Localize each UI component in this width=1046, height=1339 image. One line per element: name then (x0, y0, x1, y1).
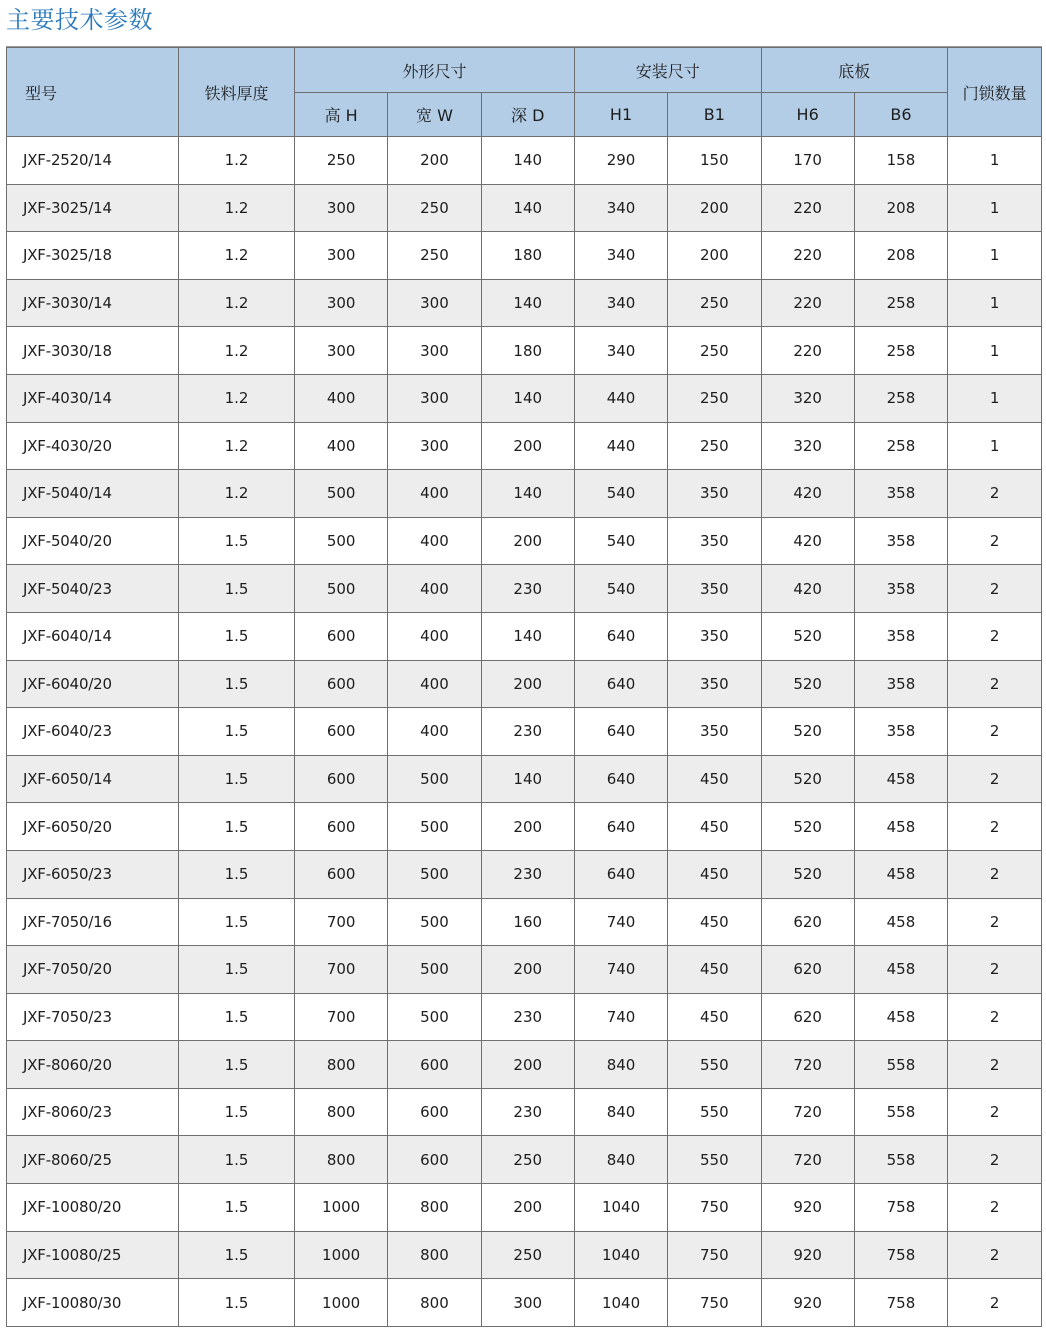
cell-b6: 458 (854, 898, 947, 946)
cell-h6: 420 (761, 565, 854, 613)
cell-h1: 540 (574, 470, 667, 518)
cell-depth: 200 (481, 422, 574, 470)
cell-depth: 230 (481, 993, 574, 1041)
cell-b6: 758 (854, 1279, 947, 1327)
cell-height: 700 (295, 946, 388, 994)
cell-b1: 550 (668, 1041, 761, 1089)
cell-h6: 520 (761, 755, 854, 803)
cell-lock-count: 2 (948, 1279, 1042, 1327)
cell-b6: 358 (854, 517, 947, 565)
cell-lock-count: 2 (948, 1041, 1042, 1089)
cell-height: 250 (295, 137, 388, 185)
cell-h6: 520 (761, 660, 854, 708)
table-row (7, 1136, 1042, 1184)
cell-lock-count: 2 (948, 660, 1042, 708)
cell-thickness: 1.5 (179, 565, 295, 613)
cell-width: 500 (388, 803, 481, 851)
table-row (7, 137, 1042, 185)
cell-b1: 750 (668, 1184, 761, 1232)
cell-model: JXF-6050/14 (7, 755, 179, 803)
cell-h6: 520 (761, 803, 854, 851)
cell-b1: 250 (668, 374, 761, 422)
cell-height: 1000 (295, 1184, 388, 1232)
cell-thickness: 1.5 (179, 1088, 295, 1136)
cell-b6: 458 (854, 850, 947, 898)
cell-thickness: 1.5 (179, 755, 295, 803)
cell-model: JXF-4030/14 (7, 374, 179, 422)
table-row (7, 517, 1042, 565)
cell-h6: 220 (761, 279, 854, 327)
cell-thickness: 1.5 (179, 517, 295, 565)
cell-width: 800 (388, 1231, 481, 1279)
cell-height: 800 (295, 1136, 388, 1184)
cell-thickness: 1.2 (179, 470, 295, 518)
cell-b1: 350 (668, 565, 761, 613)
cell-b1: 250 (668, 422, 761, 470)
cell-lock-count: 2 (948, 850, 1042, 898)
cell-height: 300 (295, 184, 388, 232)
cell-thickness: 1.5 (179, 1184, 295, 1232)
cell-depth: 230 (481, 1088, 574, 1136)
cell-h1: 640 (574, 803, 667, 851)
cell-height: 700 (295, 898, 388, 946)
cell-model: JXF-6040/23 (7, 708, 179, 756)
table-row (7, 803, 1042, 851)
header-h6: H6 (761, 93, 854, 137)
cell-thickness: 1.5 (179, 898, 295, 946)
cell-h6: 520 (761, 612, 854, 660)
cell-lock-count: 2 (948, 1088, 1042, 1136)
cell-model: JXF-6040/20 (7, 660, 179, 708)
cell-h1: 440 (574, 374, 667, 422)
cell-height: 300 (295, 327, 388, 375)
cell-lock-count: 2 (948, 1231, 1042, 1279)
header-depth: 深 D (481, 93, 574, 137)
cell-h1: 640 (574, 660, 667, 708)
cell-h1: 340 (574, 327, 667, 375)
cell-b6: 558 (854, 1088, 947, 1136)
table-row (7, 232, 1042, 280)
cell-b1: 200 (668, 184, 761, 232)
cell-height: 700 (295, 993, 388, 1041)
table-row (7, 1184, 1042, 1232)
cell-model: JXF-8060/25 (7, 1136, 179, 1184)
cell-width: 200 (388, 137, 481, 185)
cell-b6: 458 (854, 755, 947, 803)
cell-model: JXF-7050/20 (7, 946, 179, 994)
cell-b6: 458 (854, 993, 947, 1041)
cell-depth: 230 (481, 565, 574, 613)
cell-lock-count: 2 (948, 565, 1042, 613)
table-row (7, 279, 1042, 327)
cell-thickness: 1.2 (179, 422, 295, 470)
cell-model: JXF-8060/20 (7, 1041, 179, 1089)
table-row (7, 898, 1042, 946)
table-row (7, 565, 1042, 613)
table-header (7, 48, 1042, 137)
cell-height: 600 (295, 850, 388, 898)
cell-h6: 420 (761, 517, 854, 565)
cell-thickness: 1.5 (179, 946, 295, 994)
table-row (7, 755, 1042, 803)
cell-height: 400 (295, 422, 388, 470)
cell-thickness: 1.2 (179, 137, 295, 185)
cell-model: JXF-5040/23 (7, 565, 179, 613)
cell-width: 400 (388, 565, 481, 613)
cell-width: 600 (388, 1136, 481, 1184)
cell-depth: 180 (481, 232, 574, 280)
cell-b1: 750 (668, 1279, 761, 1327)
cell-b6: 258 (854, 327, 947, 375)
cell-width: 600 (388, 1041, 481, 1089)
cell-width: 400 (388, 517, 481, 565)
cell-h1: 640 (574, 612, 667, 660)
cell-lock-count: 1 (948, 374, 1042, 422)
cell-height: 1000 (295, 1279, 388, 1327)
cell-lock-count: 2 (948, 612, 1042, 660)
cell-height: 500 (295, 517, 388, 565)
cell-height: 600 (295, 708, 388, 756)
cell-model: JXF-8060/23 (7, 1088, 179, 1136)
cell-model: JXF-6050/20 (7, 803, 179, 851)
cell-b6: 258 (854, 422, 947, 470)
cell-lock-count: 2 (948, 898, 1042, 946)
cell-h6: 720 (761, 1088, 854, 1136)
cell-b6: 358 (854, 612, 947, 660)
cell-width: 300 (388, 422, 481, 470)
cell-b1: 350 (668, 517, 761, 565)
cell-b6: 758 (854, 1231, 947, 1279)
cell-lock-count: 2 (948, 470, 1042, 518)
cell-h6: 920 (761, 1279, 854, 1327)
cell-h1: 640 (574, 755, 667, 803)
table-row (7, 374, 1042, 422)
cell-height: 500 (295, 565, 388, 613)
cell-height: 1000 (295, 1231, 388, 1279)
cell-thickness: 1.5 (179, 803, 295, 851)
table-row (7, 470, 1042, 518)
cell-width: 300 (388, 374, 481, 422)
cell-width: 500 (388, 946, 481, 994)
cell-depth: 140 (481, 279, 574, 327)
header-height: 高 H (295, 93, 388, 137)
cell-lock-count: 2 (948, 946, 1042, 994)
cell-b6: 208 (854, 184, 947, 232)
header-base-plate: 底板 (761, 48, 948, 93)
cell-depth: 200 (481, 1184, 574, 1232)
cell-b1: 550 (668, 1088, 761, 1136)
cell-h1: 340 (574, 279, 667, 327)
cell-h1: 840 (574, 1088, 667, 1136)
cell-width: 500 (388, 898, 481, 946)
cell-width: 250 (388, 232, 481, 280)
cell-thickness: 1.2 (179, 184, 295, 232)
cell-thickness: 1.2 (179, 279, 295, 327)
cell-thickness: 1.5 (179, 660, 295, 708)
cell-h1: 840 (574, 1041, 667, 1089)
cell-model: JXF-10080/25 (7, 1231, 179, 1279)
cell-depth: 140 (481, 470, 574, 518)
cell-thickness: 1.5 (179, 1279, 295, 1327)
cell-model: JXF-10080/20 (7, 1184, 179, 1232)
cell-thickness: 1.5 (179, 850, 295, 898)
cell-model: JXF-3025/14 (7, 184, 179, 232)
page-title: 主要技术参数 (6, 6, 153, 34)
header-b1: B1 (668, 93, 761, 137)
cell-h6: 620 (761, 898, 854, 946)
cell-height: 600 (295, 803, 388, 851)
cell-b1: 450 (668, 755, 761, 803)
cell-thickness: 1.2 (179, 374, 295, 422)
cell-h1: 1040 (574, 1231, 667, 1279)
cell-width: 500 (388, 755, 481, 803)
cell-model: JXF-7050/23 (7, 993, 179, 1041)
cell-b6: 358 (854, 660, 947, 708)
cell-depth: 140 (481, 755, 574, 803)
cell-width: 600 (388, 1088, 481, 1136)
cell-h1: 1040 (574, 1279, 667, 1327)
table-row (7, 993, 1042, 1041)
cell-h1: 740 (574, 993, 667, 1041)
cell-model: JXF-3030/14 (7, 279, 179, 327)
cell-b6: 258 (854, 374, 947, 422)
cell-thickness: 1.5 (179, 1231, 295, 1279)
cell-h6: 170 (761, 137, 854, 185)
cell-model: JXF-10080/30 (7, 1279, 179, 1327)
cell-lock-count: 2 (948, 1136, 1042, 1184)
cell-depth: 200 (481, 946, 574, 994)
cell-h6: 220 (761, 232, 854, 280)
cell-b1: 450 (668, 850, 761, 898)
cell-model: JXF-3030/18 (7, 327, 179, 375)
cell-b1: 450 (668, 993, 761, 1041)
cell-b1: 450 (668, 803, 761, 851)
table-row (7, 184, 1042, 232)
cell-b1: 350 (668, 708, 761, 756)
cell-b1: 350 (668, 660, 761, 708)
cell-h6: 620 (761, 993, 854, 1041)
cell-model: JXF-5040/20 (7, 517, 179, 565)
cell-h6: 920 (761, 1184, 854, 1232)
table-row (7, 327, 1042, 375)
cell-b6: 458 (854, 946, 947, 994)
header-width: 宽 W (388, 93, 481, 137)
cell-depth: 140 (481, 612, 574, 660)
cell-thickness: 1.5 (179, 1136, 295, 1184)
cell-height: 600 (295, 660, 388, 708)
table-row (7, 422, 1042, 470)
cell-h1: 840 (574, 1136, 667, 1184)
cell-width: 400 (388, 708, 481, 756)
cell-b6: 358 (854, 470, 947, 518)
cell-height: 600 (295, 612, 388, 660)
table-row (7, 708, 1042, 756)
cell-lock-count: 1 (948, 184, 1042, 232)
cell-depth: 250 (481, 1136, 574, 1184)
cell-width: 400 (388, 470, 481, 518)
cell-b6: 358 (854, 565, 947, 613)
cell-thickness: 1.5 (179, 1041, 295, 1089)
cell-h6: 420 (761, 470, 854, 518)
cell-b1: 250 (668, 279, 761, 327)
cell-b6: 758 (854, 1184, 947, 1232)
cell-b1: 450 (668, 946, 761, 994)
cell-b6: 558 (854, 1041, 947, 1089)
cell-b1: 350 (668, 470, 761, 518)
specs-table (6, 47, 1042, 1327)
cell-depth: 200 (481, 803, 574, 851)
cell-model: JXF-5040/14 (7, 470, 179, 518)
header-b6: B6 (854, 93, 947, 137)
cell-lock-count: 2 (948, 755, 1042, 803)
cell-thickness: 1.5 (179, 708, 295, 756)
cell-thickness: 1.5 (179, 993, 295, 1041)
cell-depth: 140 (481, 184, 574, 232)
cell-height: 500 (295, 470, 388, 518)
cell-b1: 250 (668, 327, 761, 375)
cell-h1: 640 (574, 708, 667, 756)
cell-lock-count: 2 (948, 1184, 1042, 1232)
cell-model: JXF-6040/14 (7, 612, 179, 660)
cell-height: 300 (295, 232, 388, 280)
cell-depth: 140 (481, 137, 574, 185)
cell-lock-count: 1 (948, 232, 1042, 280)
cell-depth: 300 (481, 1279, 574, 1327)
cell-h1: 290 (574, 137, 667, 185)
cell-model: JXF-3025/18 (7, 232, 179, 280)
table-row (7, 612, 1042, 660)
cell-model: JXF-6050/23 (7, 850, 179, 898)
cell-b1: 550 (668, 1136, 761, 1184)
cell-width: 800 (388, 1184, 481, 1232)
cell-thickness: 1.5 (179, 612, 295, 660)
cell-model: JXF-2520/14 (7, 137, 179, 185)
cell-b1: 150 (668, 137, 761, 185)
table-row (7, 1041, 1042, 1089)
cell-b1: 750 (668, 1231, 761, 1279)
cell-h1: 540 (574, 517, 667, 565)
cell-b6: 158 (854, 137, 947, 185)
header-install-dimensions: 安装尺寸 (574, 48, 761, 93)
cell-h6: 220 (761, 184, 854, 232)
cell-depth: 180 (481, 327, 574, 375)
header-model: 型号 (7, 48, 179, 137)
cell-width: 250 (388, 184, 481, 232)
cell-h6: 720 (761, 1041, 854, 1089)
cell-b1: 200 (668, 232, 761, 280)
header-h1: H1 (574, 93, 667, 137)
cell-h1: 740 (574, 946, 667, 994)
cell-depth: 250 (481, 1231, 574, 1279)
cell-thickness: 1.2 (179, 232, 295, 280)
cell-h6: 920 (761, 1231, 854, 1279)
cell-b6: 458 (854, 803, 947, 851)
cell-width: 500 (388, 993, 481, 1041)
cell-lock-count: 1 (948, 279, 1042, 327)
cell-height: 800 (295, 1041, 388, 1089)
table-row (7, 1231, 1042, 1279)
cell-h1: 740 (574, 898, 667, 946)
cell-thickness: 1.2 (179, 327, 295, 375)
cell-h1: 340 (574, 184, 667, 232)
cell-h6: 620 (761, 946, 854, 994)
cell-h1: 1040 (574, 1184, 667, 1232)
cell-model: JXF-7050/16 (7, 898, 179, 946)
cell-b6: 558 (854, 1136, 947, 1184)
table-row (7, 1088, 1042, 1136)
table-row (7, 1279, 1042, 1327)
cell-b6: 358 (854, 708, 947, 756)
cell-height: 400 (295, 374, 388, 422)
cell-depth: 200 (481, 517, 574, 565)
cell-lock-count: 1 (948, 327, 1042, 375)
cell-depth: 200 (481, 660, 574, 708)
cell-width: 300 (388, 327, 481, 375)
cell-width: 400 (388, 612, 481, 660)
table-body (7, 137, 1042, 1327)
cell-height: 300 (295, 279, 388, 327)
cell-b6: 258 (854, 279, 947, 327)
cell-b6: 208 (854, 232, 947, 280)
cell-height: 600 (295, 755, 388, 803)
cell-h1: 540 (574, 565, 667, 613)
cell-h6: 520 (761, 850, 854, 898)
cell-b1: 450 (668, 898, 761, 946)
cell-lock-count: 2 (948, 803, 1042, 851)
cell-h6: 720 (761, 1136, 854, 1184)
cell-width: 500 (388, 850, 481, 898)
header-lock-count: 门锁数量 (948, 48, 1042, 137)
cell-lock-count: 1 (948, 422, 1042, 470)
table-row (7, 660, 1042, 708)
cell-width: 800 (388, 1279, 481, 1327)
cell-h6: 320 (761, 374, 854, 422)
cell-height: 800 (295, 1088, 388, 1136)
cell-h1: 340 (574, 232, 667, 280)
cell-depth: 140 (481, 374, 574, 422)
cell-width: 400 (388, 660, 481, 708)
cell-model: JXF-4030/20 (7, 422, 179, 470)
cell-width: 300 (388, 279, 481, 327)
cell-lock-count: 1 (948, 137, 1042, 185)
header-thickness: 铁料厚度 (179, 48, 295, 137)
cell-depth: 160 (481, 898, 574, 946)
cell-lock-count: 2 (948, 517, 1042, 565)
cell-depth: 230 (481, 708, 574, 756)
cell-h6: 220 (761, 327, 854, 375)
cell-depth: 230 (481, 850, 574, 898)
cell-h1: 440 (574, 422, 667, 470)
cell-lock-count: 2 (948, 708, 1042, 756)
cell-h1: 640 (574, 850, 667, 898)
header-outer-dimensions: 外形尺寸 (295, 48, 575, 93)
cell-h6: 320 (761, 422, 854, 470)
cell-b1: 350 (668, 612, 761, 660)
cell-h6: 520 (761, 708, 854, 756)
table-row (7, 946, 1042, 994)
table-row (7, 850, 1042, 898)
cell-lock-count: 2 (948, 993, 1042, 1041)
cell-depth: 200 (481, 1041, 574, 1089)
